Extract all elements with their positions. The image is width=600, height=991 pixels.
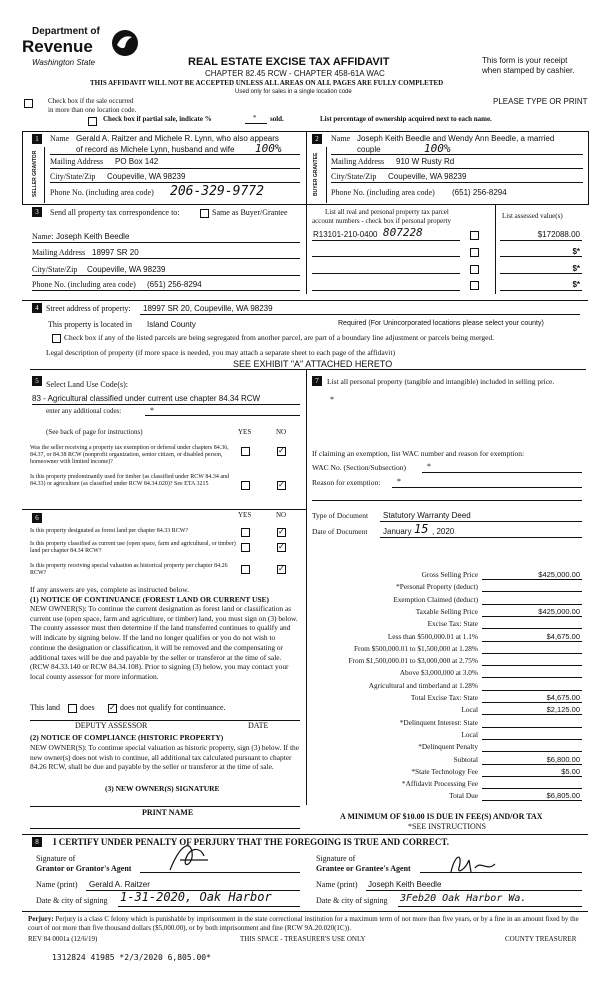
see-back-note: (See back of page for instructions) <box>46 428 143 436</box>
treasurer-use-label: THIS SPACE - TREASURER'S USE ONLY <box>240 935 366 943</box>
sec3-city[interactable]: Coupeville, WA 98239 <box>87 265 166 274</box>
sec3-city-label: City/State/Zip <box>32 265 78 274</box>
sec5-yes-header: YES <box>238 428 252 436</box>
tax-row-value[interactable]: $4,675.00 <box>546 693 580 702</box>
tax-row-line <box>482 616 582 617</box>
buyer-name-label: Name <box>331 134 351 143</box>
tax-row-label: Taxable Selling Price <box>415 606 478 616</box>
tax-row-label: *Delinquent Interest: State <box>399 717 478 727</box>
tax-row-line <box>482 764 582 765</box>
sec3-mail-label: Mailing Address <box>32 248 86 257</box>
tax-row-label: *Affidavit Processing Fee <box>401 779 478 789</box>
parcel-1-personal-checkbox[interactable] <box>470 231 479 240</box>
tax-row-label: Less than $500,000.01 at 1.1% <box>387 631 478 641</box>
deputy-assessor-label: DEPUTY ASSESSOR <box>75 721 148 730</box>
buyer-mail[interactable]: 910 W Rusty Rd <box>396 157 455 166</box>
buyer-city-label: City/State/Zip <box>331 172 377 181</box>
parcel-2-personal-checkbox[interactable] <box>470 248 479 257</box>
notice-2-body: NEW OWNER(S): To continue special valuation as historic property, sign (3) below. If the new owner(s) does not wish to continue, all additional tax calculated pursuant to chapter 84.26 RCW, shall be due and payable by the seller or transferor at the time of sale. <box>30 743 299 772</box>
tax-row-line <box>482 776 582 777</box>
personal-property-value[interactable]: * <box>330 395 334 404</box>
tax-row-value[interactable]: $2,125.00 <box>546 705 580 715</box>
tax-row-line <box>482 641 582 642</box>
section-1-badge: 1 <box>32 134 42 144</box>
tax-row-label: *Personal Property (deduct) <box>396 582 478 592</box>
tax-row-line <box>482 702 582 703</box>
tax-row-value[interactable]: $425,000.00 <box>538 570 580 579</box>
exemption-claim-label: If claiming an exemption, list WAC number and reason for exemption: <box>312 449 525 458</box>
notice-3-title: (3) NEW OWNER(S) SIGNATURE <box>105 784 220 793</box>
multi-location-label-1: Check box if the sale occurred <box>48 97 134 105</box>
sec6-q3-no[interactable] <box>277 565 286 574</box>
tax-calculation-table <box>306 570 586 805</box>
tax-row-label: Excise Tax: State <box>427 619 478 629</box>
certify-statement: I CERTIFY UNDER PENALTY OF PERJURY THAT THE FOREGOING IS TRUE AND CORRECT. <box>53 837 450 847</box>
sec3-mail[interactable]: 18997 SR 20 <box>92 248 139 257</box>
section-3-badge: 3 <box>32 207 42 217</box>
tax-row-line <box>482 591 582 592</box>
grantee-name[interactable]: Joseph Keith Beedle <box>368 880 442 889</box>
sec5-q2-yes[interactable] <box>241 481 250 490</box>
tax-row-label: Total Excise Tax: State <box>410 693 478 702</box>
doc-date-month[interactable]: January <box>383 527 412 536</box>
tax-row-line <box>482 788 582 789</box>
grantee-date-label: Date & city of signing <box>316 896 388 905</box>
seller-name-label: Name <box>50 134 70 143</box>
section-2-badge: 2 <box>312 134 322 144</box>
logo-line3: Washington State <box>32 58 96 67</box>
parcel-header-1: List all real and personal property tax parcel <box>325 208 449 216</box>
parcel-3-value[interactable]: $* <box>572 264 580 273</box>
buyer-name-1[interactable]: Joseph Keith Beedle and Wendy Ann Beedle, a married <box>357 134 555 143</box>
perjury-statement <box>28 915 590 933</box>
ownership-note: List percentage of ownership acquired next to each name. <box>320 115 492 123</box>
land-use-code[interactable]: 83 - Agricultural classified under current use chapter 84.34 RCW <box>32 394 261 403</box>
buyer-phone-label: Phone No. (including area code) <box>331 188 435 197</box>
tax-row-label: Gross Selling Price <box>421 570 478 579</box>
assessor-date-label: DATE <box>248 721 269 730</box>
multi-location-label-2: in more than one location code. <box>48 106 137 114</box>
logo-line2: Revenue <box>22 37 93 56</box>
seller-mail[interactable]: PO Box 142 <box>115 157 159 166</box>
parcel-4-personal-checkbox[interactable] <box>470 281 479 290</box>
minimum-fee-note: A MINIMUM OF $10.00 IS DUE IN FEE(S) AND/OR TAX <box>340 812 543 821</box>
grantee-agent-label: Grantee or Grantee's Agent <box>316 864 411 873</box>
sec5-q2-no[interactable] <box>277 481 286 490</box>
tax-row-label: Total Due <box>449 791 478 801</box>
partial-sale-value[interactable]: * <box>253 114 257 122</box>
if-yes-note: If any answers are yes, complete as instructed below. <box>30 585 190 594</box>
sec3-phone-label: Phone No. (including area code) <box>32 280 136 289</box>
required-note: Required (For Unincorporated locations please select your county) <box>338 320 544 327</box>
see-instructions-note: *SEE INSTRUCTIONS <box>408 822 487 831</box>
sec3-name-label: Name: <box>32 232 54 241</box>
tax-row-line <box>482 653 582 654</box>
send-correspondence-label: Send all property tax correspondence to: <box>50 208 180 217</box>
grantor-name-label: Name (print) <box>36 880 78 889</box>
legal-description-label: Legal description of property (if more space is needed, you may attach a separate sheet to each page of the affidavit) <box>46 348 396 357</box>
section-7-badge: 7 <box>312 376 322 386</box>
sec5-q1-no[interactable] <box>277 447 286 456</box>
sec3-phone[interactable]: (651) 256-8294 <box>147 280 202 289</box>
form-title: REAL ESTATE EXCISE TAX AFFIDAVIT <box>188 56 390 68</box>
doc-type-label: Type of Document <box>312 511 369 520</box>
form-revision: REV 84 0001a (12/6/19) <box>28 935 98 943</box>
form-chapter: CHAPTER 82.45 RCW - CHAPTER 458-61A WAC <box>205 69 385 78</box>
receipt-note-2: when stamped by cashier. <box>482 66 575 75</box>
tax-row-line <box>482 579 582 580</box>
parcel-1-handwritten[interactable]: 807228 <box>383 226 423 239</box>
sec6-q1-yes[interactable] <box>241 528 250 537</box>
buyer-side-label: BUYER GRANTEE <box>313 152 319 196</box>
tax-row-line <box>482 714 582 715</box>
tax-row-value[interactable]: $6,800.00 <box>546 754 580 764</box>
revenue-emblem-icon <box>110 28 140 58</box>
tax-row-value[interactable]: $6,805.00 <box>546 791 580 801</box>
grantor-agent-label: Grantor or Grantor's Agent <box>36 864 132 873</box>
notice-1-title: (1) NOTICE OF CONTINUANCE (FOREST LAND OR CURRENT USE) <box>30 595 270 604</box>
sec5-question-1: Was the seller receiving a property tax exemption or deferral under chapters 84.36, 84.37, or 84.38 RCW (nonprofit organization, senior citizen, or disabled person, homeowner with limited income)? <box>30 445 229 465</box>
tax-row-label: Exemption Claimed (deduct) <box>393 594 478 604</box>
sec6-no-header: NO <box>276 511 287 519</box>
sec6-question-2: Is this property classified as current use (open space, farm and agricultural, or timber) land per chapter 84.34 RCW? <box>30 541 236 554</box>
legal-exhibit[interactable]: SEE EXHIBIT "A" ATTACHED HERETO <box>233 359 393 369</box>
partial-sale-checkbox[interactable] <box>88 117 97 126</box>
tax-row-label: Local <box>461 705 478 715</box>
tax-row-label: *Delinquent Penalty <box>418 742 478 752</box>
sec6-yes-header: YES <box>238 511 252 519</box>
grantee-sig-of: Signature of <box>316 854 356 863</box>
additional-codes-label: enter any additional codes: <box>46 407 122 415</box>
street-label: Street address of property: <box>46 304 131 313</box>
partial-sale-line <box>245 123 267 124</box>
seller-mail-label: Mailing Address <box>50 157 104 166</box>
reason-label: Reason for exemption: <box>312 478 381 487</box>
seller-name-1[interactable]: Gerald A. Raitzer and Michele R. Lynn, who also appears <box>76 134 279 143</box>
reason-value[interactable]: * <box>397 477 401 486</box>
buyer-mail-label: Mailing Address <box>331 157 385 166</box>
cashier-stamp: 1312824 41985 *2/3/2020 6,805.00* <box>52 953 211 962</box>
buyer-name-2[interactable]: couple <box>357 145 381 154</box>
land-does-not-checkbox[interactable] <box>108 704 117 713</box>
section-5-badge: 5 <box>32 376 42 386</box>
buyer-city[interactable]: Coupeville, WA 98239 <box>388 172 467 181</box>
tax-row-line <box>482 604 582 605</box>
county-treasurer-label: COUNTY TREASURER <box>505 935 577 943</box>
tax-row-label: Above $3,000,000 at 3.0% <box>399 668 478 678</box>
buyer-pct[interactable]: 100% <box>424 142 451 155</box>
sec6-q2-yes[interactable] <box>241 543 250 552</box>
logo-line1: Department of <box>32 26 100 37</box>
sec6-question-3: Is this property receiving special valuation as historical property per chapter 84.26 RCW? <box>30 563 228 576</box>
street-address[interactable]: 18997 SR 20, Coupeville, WA 98239 <box>143 304 273 313</box>
tax-row-label: Agricultural and timberland at 1.28% <box>368 680 478 690</box>
grantor-date-city[interactable]: 1-31-2020, Oak Harbor <box>120 890 272 904</box>
department-logo <box>22 26 142 76</box>
tax-row-value[interactable]: $425,000.00 <box>538 606 580 616</box>
seller-phone[interactable]: 206-329-9772 <box>170 184 264 199</box>
multi-location-checkbox[interactable] <box>24 99 33 108</box>
doc-date-label: Date of Document <box>312 527 368 536</box>
type-or-print: PLEASE TYPE OR PRINT <box>493 97 588 106</box>
parcel-header-2: account numbers - check box if personal property <box>312 217 451 225</box>
parcel-4-value[interactable]: $* <box>572 280 580 289</box>
grantor-sig-of: Signature of <box>36 854 76 863</box>
grantee-date-city[interactable]: 3Feb20 Oak Harbor Wa. <box>400 893 527 904</box>
assessed-value-header: List assessed value(s) <box>502 212 563 220</box>
perjury-text: Perjury is a class C felony which is punishable by imprisonment in the state correctional institution for a maximum term of not more than five years, or by a fine in an amount fixed by the court of not more than five thousand dollars ($5,000.00), or by both imprisonment and fine (RCW 9A.20.020(1C)). <box>28 915 579 932</box>
wac-label: WAC No. (Section/Subsection) <box>312 463 406 472</box>
doc-date-year[interactable]: , 2020 <box>432 527 455 536</box>
form-notice: THIS AFFIDAVIT WILL NOT BE ACCEPTED UNLESS ALL AREAS ON ALL PAGES ARE FULLY COMPLETED <box>90 79 444 87</box>
this-land-label: This land <box>30 703 60 712</box>
same-as-buyer-label: Same as Buyer/Grantee <box>212 208 288 217</box>
tax-row-line <box>482 665 582 666</box>
section-8-badge: 8 <box>32 837 42 847</box>
doc-date-day[interactable]: 15 <box>414 522 429 536</box>
located-label: This property is located in <box>48 320 132 329</box>
land-use-label: Select Land Use Code(s): <box>46 380 128 389</box>
tax-row-label: From $500,000.01 to $1,500,000 at 1.28% <box>353 643 478 653</box>
tax-row-line <box>482 727 582 728</box>
parcel-1-number[interactable]: R13101-210-0400 <box>313 230 378 239</box>
seller-phone-label: Phone No. (including area code) <box>50 188 154 197</box>
tax-row-line <box>482 677 582 678</box>
seller-city-label: City/State/Zip <box>50 172 96 181</box>
grantee-name-label: Name (print) <box>316 880 358 889</box>
same-as-buyer-checkbox[interactable] <box>200 209 209 218</box>
seller-name-2[interactable]: of record as Michele Lynn, husband and wife <box>76 145 235 154</box>
sec5-no-header: NO <box>276 428 287 436</box>
tax-row-line <box>482 751 582 752</box>
grantor-signature[interactable] <box>160 840 220 876</box>
parcel-3-personal-checkbox[interactable] <box>470 265 479 274</box>
additional-codes-value[interactable]: * <box>150 406 154 415</box>
buyer-phone[interactable]: (651) 256-8294 <box>452 188 507 197</box>
sec6-question-1: Is this property designated as forest land per chapter 84.33 RCW? <box>30 528 189 534</box>
segregated-checkbox[interactable] <box>52 334 61 343</box>
tax-row-value[interactable]: $4,675.00 <box>546 631 580 641</box>
sec5-question-2: Is this property predominantly used for timber (as classified under RCW 84.34 and 84.33) or agriculture (as classified under RCW 84.34.020)? See ETA 3215 <box>30 474 230 487</box>
perjury-label: Perjury: <box>28 915 54 923</box>
doc-type-value[interactable]: Statutory Warranty Deed <box>383 511 471 520</box>
tax-row-value[interactable]: $5.00 <box>561 766 580 776</box>
sec6-q3-yes[interactable] <box>241 565 250 574</box>
sold-label: sold. <box>270 115 284 123</box>
notice-2-title: (2) NOTICE OF COMPLIANCE (HISTORIC PROPERTY) <box>30 733 224 742</box>
print-name-label: PRINT NAME <box>142 808 194 817</box>
segregated-label: Check box if any of the listed parcels are being segregated from another parcel, are part of a boundary line adjustment or parcels being merged. <box>64 333 495 342</box>
land-does-not-label: does not qualify for continuance. <box>120 703 226 712</box>
seller-city[interactable]: Coupeville, WA 98239 <box>107 172 186 181</box>
tax-row-line <box>482 628 582 629</box>
sec6-q1-no[interactable] <box>277 528 286 537</box>
tax-row-label: Local <box>461 729 478 739</box>
partial-sale-label: Check box if partial sale, indicate % <box>103 115 212 123</box>
land-does-label: does <box>80 703 95 712</box>
tax-row-label: From $1,500,000.01 to $3,000,000 at 2.75% <box>348 656 478 666</box>
section-4-badge: 4 <box>32 303 42 313</box>
sec3-name[interactable]: Joseph Keith Beedle <box>56 232 130 241</box>
notice-1-body: NEW OWNER(S): To continue the current designation as forest land or classification as current use (open space, farm and agriculture, or timber) land, you must sign on (3) below. The county assessor must then determine if the land transferred continues to qualify and will indicate by signing below. If the land no longer qualifies or you do not wish to continue the designation or classification, it will be removed and the compensating or additional taxes will be due and payable by the seller or transferor at the time of sale. (RCW 84.33.140 or RCW 84.34.108). Prior to signing (3) below, you may contact your local county assessor for more information. <box>30 604 298 681</box>
sec5-q1-yes[interactable] <box>241 447 250 456</box>
tax-row-label: Subtotal <box>453 754 478 764</box>
seller-pct[interactable]: 100% <box>255 142 282 155</box>
seller-side-label: SELLER GRANTOR <box>32 150 38 198</box>
tax-row-line <box>482 800 582 801</box>
section-6-badge: 6 <box>32 513 42 523</box>
receipt-note-1: This form is your receipt <box>482 56 568 65</box>
parcel-1-value[interactable]: $172088.00 <box>537 230 580 239</box>
single-location-note: Used only for sales in a single location code <box>235 89 352 95</box>
parcel-2-value[interactable]: $* <box>572 247 580 256</box>
grantor-date-label: Date & city of signing <box>36 896 108 905</box>
wac-value[interactable]: * <box>427 462 431 471</box>
land-does-checkbox[interactable] <box>68 704 77 713</box>
located-county[interactable]: Island County <box>147 320 196 329</box>
tax-row-line <box>482 739 582 740</box>
grantor-name[interactable]: Gerald A. Raitzer <box>89 880 150 889</box>
tax-row-label: *State Technology Fee <box>411 766 478 776</box>
tax-row-line <box>482 690 582 691</box>
personal-property-label: List all personal property (tangible and intangible) included in selling price. <box>327 377 555 386</box>
sec6-q2-no[interactable] <box>277 543 286 552</box>
